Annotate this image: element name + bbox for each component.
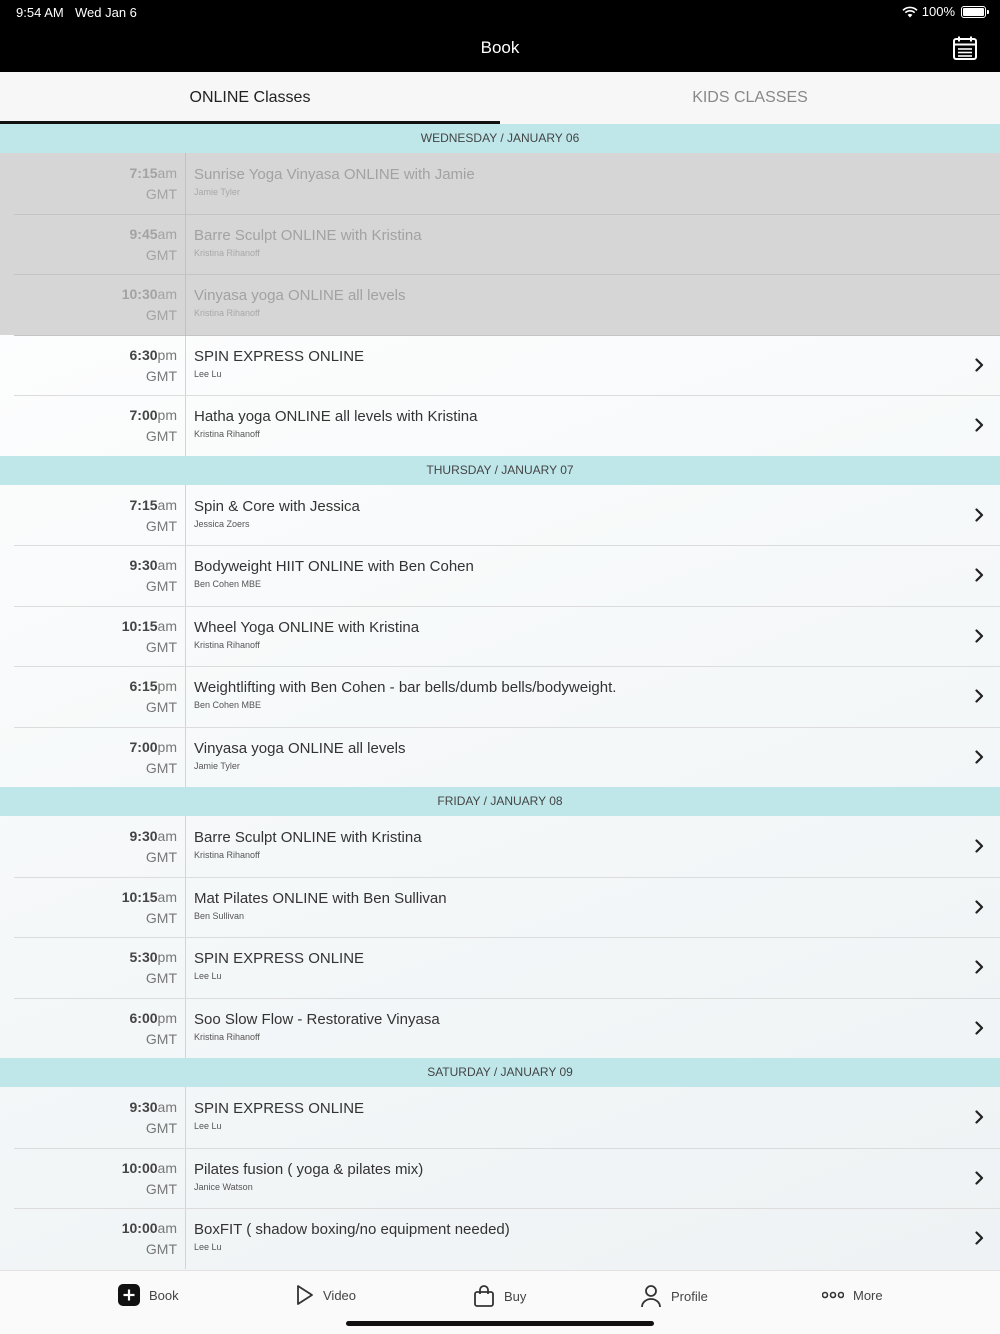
calendar-icon[interactable] (952, 35, 978, 61)
class-row[interactable] (0, 877, 1000, 938)
class-row[interactable] (0, 606, 1000, 667)
class-teacher: Kristina Rihanoff (194, 247, 260, 258)
class-name: Mat Pilates ONLINE with Ben Sullivan (194, 889, 447, 907)
home-indicator (346, 1321, 654, 1326)
plus-square-icon (118, 1284, 140, 1306)
class-row[interactable] (0, 335, 1000, 396)
class-start-time: 7:15 (129, 496, 158, 513)
tab-book[interactable] (118, 1284, 179, 1306)
class-teacher: Janice Watson (194, 1181, 253, 1192)
class-ampm: pm (157, 1009, 177, 1026)
chevron-right-icon[interactable] (975, 750, 984, 764)
class-ampm: am (157, 828, 177, 844)
class-type-tabs (0, 72, 1000, 124)
status-date: Wed Jan 6 (75, 5, 137, 20)
class-teacher: Lee Lu (194, 1242, 222, 1252)
class-row[interactable] (0, 395, 1000, 456)
class-time (0, 1208, 186, 1269)
class-row[interactable] (0, 937, 1000, 998)
shopping-bag-icon (473, 1284, 495, 1308)
day-header: THURSDAY / JANUARY 07 (0, 456, 1000, 485)
tab-more-label: More (853, 1287, 883, 1303)
class-timezone: GMT (145, 759, 177, 776)
class-name: Soo Slow Flow - Restorative Vinyasa (194, 1010, 440, 1028)
tab-profile-label: Profile (671, 1288, 708, 1304)
class-name: Wheel Yoga ONLINE with Kristina (194, 618, 420, 636)
class-row[interactable] (0, 485, 1000, 546)
class-row[interactable] (0, 727, 1000, 788)
tab-book-label: Book (149, 1287, 179, 1303)
class-name: Hatha yoga ONLINE all levels with Kristina (194, 408, 478, 425)
chevron-right-icon[interactable] (975, 1021, 984, 1035)
class-start-time: 10:00 (121, 1220, 158, 1236)
class-name: BoxFIT ( shadow boxing/no equipment needed) (194, 1221, 510, 1238)
class-time (0, 666, 186, 727)
class-timezone: GMT (145, 517, 177, 534)
chevron-right-icon[interactable] (975, 1110, 984, 1124)
class-info (186, 998, 1000, 1059)
class-time (0, 1087, 186, 1148)
chevron-right-icon[interactable] (975, 508, 984, 522)
class-ampm: am (157, 225, 177, 242)
class-time (0, 998, 186, 1059)
class-info (186, 937, 1000, 998)
class-name: Bodyweight HIIT ONLINE with Ben Cohen (194, 558, 474, 575)
chevron-right-icon[interactable] (975, 1231, 984, 1245)
status-time: 9:54 AM (16, 5, 64, 20)
day-header: SATURDAY / JANUARY 09 (0, 1058, 1000, 1087)
class-name: SPIN EXPRESS ONLINE (194, 347, 365, 365)
chevron-right-icon[interactable] (975, 960, 984, 974)
chevron-right-icon[interactable] (975, 629, 984, 643)
class-time (0, 485, 186, 546)
tab-kids-classes[interactable]: KIDS CLASSES (692, 89, 808, 106)
tab-online-classes[interactable]: ONLINE Classes (0, 72, 500, 124)
day-header: FRIDAY / JANUARY 08 (0, 787, 1000, 816)
class-teacher: Kristina Rihanoff (194, 639, 260, 650)
class-row[interactable] (0, 816, 1000, 877)
class-time (0, 545, 186, 606)
chevron-right-icon[interactable] (975, 900, 984, 914)
class-name: SPIN EXPRESS ONLINE (194, 950, 365, 967)
class-name: Barre Sculpt ONLINE with Kristina (194, 829, 422, 846)
play-icon (296, 1284, 314, 1306)
class-row (0, 214, 1000, 275)
class-info (186, 816, 1000, 877)
class-ampm: pm (157, 678, 177, 694)
class-teacher: Kristina Rihanoff (194, 308, 260, 318)
page-title: Book (480, 38, 520, 57)
class-teacher: Lee Lu (194, 368, 222, 379)
class-ampm: am (157, 165, 177, 181)
class-ampm: pm (157, 738, 177, 755)
class-start-time: 9:45 (129, 225, 158, 242)
class-time (0, 214, 186, 275)
class-teacher: Kristina Rihanoff (194, 1031, 260, 1042)
class-start-time: 10:30 (121, 286, 158, 302)
class-ampm: am (157, 557, 177, 573)
class-start-time: 9:30 (129, 557, 158, 573)
class-info (186, 335, 1000, 396)
class-info (186, 274, 1000, 335)
class-info (186, 1087, 1000, 1148)
class-time (0, 606, 186, 667)
class-ampm: am (157, 1099, 177, 1115)
class-row (0, 274, 1000, 335)
class-info (186, 485, 1000, 546)
class-ampm: am (157, 496, 177, 513)
class-row[interactable] (0, 998, 1000, 1059)
tab-more[interactable] (822, 1284, 883, 1306)
chevron-right-icon[interactable] (975, 839, 984, 853)
class-teacher: Lee Lu (194, 1121, 222, 1131)
class-ampm: pm (157, 407, 177, 423)
class-timezone: GMT (145, 909, 177, 926)
class-row[interactable] (0, 1208, 1000, 1269)
class-row[interactable] (0, 666, 1000, 727)
class-name: Barre Sculpt ONLINE with Kristina (194, 226, 422, 244)
chevron-right-icon[interactable] (975, 1171, 984, 1185)
class-start-time: 9:30 (129, 1099, 158, 1115)
class-name: Vinyasa yoga ONLINE all levels (194, 739, 406, 757)
class-info (186, 877, 1000, 938)
battery-percent: 100% (921, 4, 955, 19)
class-ampm: am (157, 1159, 177, 1176)
class-time (0, 816, 186, 877)
class-info (186, 395, 1000, 456)
class-time (0, 877, 186, 938)
class-info (186, 214, 1000, 275)
class-time (0, 274, 186, 335)
top-bar (0, 0, 1000, 72)
class-start-time: 6:30 (129, 346, 158, 363)
class-schedule-list[interactable] (0, 124, 1000, 1270)
class-name: Sunrise Yoga Vinyasa ONLINE with Jamie (194, 166, 475, 183)
class-timezone: GMT (145, 699, 177, 715)
battery-icon (961, 6, 986, 18)
class-name: Vinyasa yoga ONLINE all levels (194, 287, 406, 304)
class-ampm: pm (157, 949, 177, 965)
class-time (0, 153, 186, 214)
class-ampm: am (157, 286, 177, 302)
class-teacher: Lee Lu (194, 971, 222, 981)
class-timezone: GMT (145, 970, 177, 986)
class-time (0, 727, 186, 788)
class-info (186, 606, 1000, 667)
tab-video-label: Video (323, 1287, 357, 1303)
class-timezone: GMT (145, 849, 177, 865)
chevron-right-icon[interactable] (975, 568, 984, 582)
class-teacher: Jessica Zoers (194, 518, 250, 529)
class-info (186, 1148, 1000, 1209)
chevron-right-icon[interactable] (975, 689, 984, 703)
day-header: WEDNESDAY / JANUARY 06 (0, 124, 1000, 153)
class-teacher: Ben Cohen MBE (194, 579, 262, 589)
class-row[interactable] (0, 1087, 1000, 1148)
class-teacher: Ben Sullivan (194, 910, 245, 921)
class-start-time: 10:15 (121, 617, 158, 634)
wifi-icon (902, 6, 918, 18)
status-indicators (902, 4, 986, 19)
class-name: Spin & Core with Jessica (194, 497, 360, 515)
class-ampm: pm (157, 346, 177, 363)
class-start-time: 6:00 (129, 1009, 158, 1026)
class-start-time: 10:15 (121, 888, 158, 905)
class-teacher: Kristina Rihanoff (194, 850, 260, 860)
tab-profile[interactable] (640, 1284, 708, 1308)
class-info (186, 666, 1000, 727)
class-timezone: GMT (145, 578, 177, 594)
class-timezone: GMT (145, 1030, 177, 1047)
class-start-time: 10:00 (121, 1159, 158, 1176)
class-teacher: Ben Cohen MBE (194, 700, 262, 710)
class-start-time: 5:30 (129, 949, 158, 965)
class-timezone: GMT (145, 246, 177, 263)
class-teacher: Kristina Rihanoff (194, 429, 260, 439)
class-name: Pilates fusion ( yoga & pilates mix) (194, 1160, 424, 1178)
class-time (0, 1148, 186, 1209)
class-timezone: GMT (145, 428, 177, 444)
class-timezone: GMT (145, 307, 177, 323)
class-ampm: am (157, 888, 177, 905)
class-ampm: am (157, 1220, 177, 1236)
class-timezone: GMT (145, 1120, 177, 1136)
class-row[interactable] (0, 545, 1000, 606)
class-start-time: 6:15 (129, 678, 158, 694)
class-start-time: 9:30 (129, 828, 158, 844)
class-teacher: Jamie Tyler (194, 760, 240, 771)
class-start-time: 7:00 (129, 407, 158, 423)
class-start-time: 7:00 (129, 738, 158, 755)
class-time (0, 937, 186, 998)
class-info (186, 545, 1000, 606)
class-time (0, 395, 186, 456)
class-timezone: GMT (145, 638, 177, 655)
class-info (186, 153, 1000, 214)
more-dots-icon (822, 1284, 844, 1306)
tab-buy[interactable] (473, 1284, 526, 1308)
class-row (0, 153, 1000, 214)
class-timezone: GMT (145, 186, 177, 202)
class-ampm: am (157, 617, 177, 634)
chevron-right-icon[interactable] (975, 418, 984, 432)
class-time (0, 335, 186, 396)
class-name: SPIN EXPRESS ONLINE (194, 1100, 365, 1117)
person-icon (640, 1284, 662, 1308)
tab-video[interactable] (296, 1284, 356, 1306)
class-info (186, 1208, 1000, 1269)
class-name: Weightlifting with Ben Cohen - bar bells/dumb bells/bodyweight. (194, 679, 617, 696)
chevron-right-icon[interactable] (975, 358, 984, 372)
class-timezone: GMT (145, 367, 177, 384)
class-timezone: GMT (145, 1241, 177, 1257)
class-start-time: 7:15 (129, 165, 158, 181)
class-info (186, 727, 1000, 788)
class-row[interactable] (0, 1148, 1000, 1209)
tab-buy-label: Buy (504, 1288, 527, 1304)
class-timezone: GMT (145, 1180, 177, 1197)
class-teacher: Jamie Tyler (194, 187, 240, 197)
